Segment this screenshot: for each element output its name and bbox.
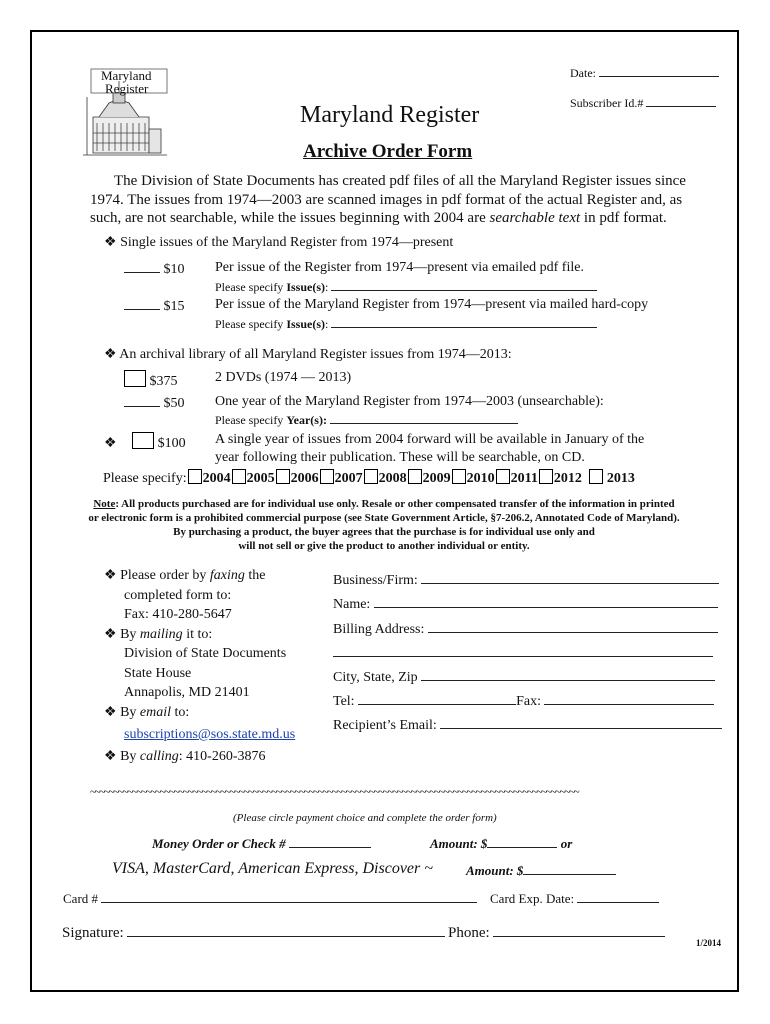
check-number-line[interactable] [289, 835, 371, 848]
qty-line[interactable] [124, 394, 160, 407]
year-checkbox-row: Please specify: 2004 2005 2006 2007 2008 2009 2010 2011 2012 2013 [103, 471, 635, 486]
amount-line[interactable] [487, 835, 557, 848]
diamond-bullet-icon: ❖ [104, 436, 117, 451]
billing-line[interactable] [428, 620, 718, 633]
checkbox[interactable] [539, 469, 553, 484]
recipient-email-line[interactable] [440, 716, 722, 729]
subscriber-id-line[interactable] [646, 94, 716, 107]
note-line-2: or electronic form is a prohibited commercial purpose (see State Government Article, §7-206.2, Annotated Code of Maryland). [88, 512, 680, 524]
issue-line-1[interactable] [331, 278, 597, 291]
payment-instructions: (Please circle payment choice and complete the order form) [233, 812, 497, 824]
order-email: ❖ By email to: [104, 704, 190, 720]
card-amount-field[interactable]: Amount: $ [466, 862, 616, 879]
issue-line-2[interactable] [331, 315, 597, 328]
city-state-zip-field[interactable]: City, State, Zip [333, 668, 715, 686]
year-label: 2006 [290, 471, 319, 486]
note-line-4: will not sell or give the product to another individual or entity. [238, 540, 530, 552]
year-checkbox-2004[interactable] [187, 471, 231, 486]
single-option-10[interactable]: $10 [124, 260, 185, 278]
year-checkbox-2006[interactable] [275, 471, 319, 486]
year-line[interactable] [330, 411, 518, 424]
usage-note [34, 497, 734, 553]
issue-specify-1[interactable]: Please specify Issue(s): [215, 278, 597, 295]
diamond-bullet-icon: ❖ [104, 568, 117, 583]
year-checkbox-2012[interactable] [538, 471, 582, 486]
archive-option-100-desc-2: year following their publication. These will be searchable, on CD. [215, 450, 585, 465]
single-option-15[interactable]: $15 [124, 297, 185, 315]
form-subtitle: Archive Order Form [303, 141, 473, 162]
archive-option-375[interactable]: $375 [124, 370, 178, 390]
diamond-bullet-icon: ❖ [104, 235, 117, 250]
form-version: 1/2014 [696, 938, 722, 948]
diamond-bullet-icon: ❖ [104, 347, 117, 362]
subscriber-id-label: Subscriber Id.# [570, 96, 644, 110]
diamond-bullet-icon: ❖ [104, 748, 117, 764]
order-fax: ❖ Please order by faxing the [104, 568, 266, 583]
business-field[interactable]: Business/Firm: [333, 571, 719, 589]
intro-line-2: 1974. The issues from 1974—2003 are scanned images in pdf format of the actual Register and, as [90, 192, 683, 208]
year-label: 2004 [202, 471, 231, 486]
tilde-divider: ~~~~~~~~~~~~~~~~~~~~~~~~~~~~~~~~~~~~~~~~~~~~~~~~~~~~~~~~~~~~~~~~~~~~~~~~~~~~~~~~~~~~~~~~~~~~~~~~~~~~~~~~~ [90, 786, 579, 798]
subscriber-id-field[interactable] [570, 94, 716, 111]
billing-line-2[interactable] [333, 644, 713, 657]
checkbox-100[interactable] [132, 432, 154, 449]
year-label: 2007 [334, 471, 363, 486]
fax-number: Fax: 410-280-5647 [124, 607, 232, 622]
city-line[interactable] [421, 668, 715, 681]
name-field[interactable]: Name: [333, 595, 718, 613]
business-line[interactable] [421, 571, 719, 584]
signature-line[interactable] [127, 924, 445, 937]
year-label: 2011 [510, 471, 538, 486]
recipient-email-field[interactable]: Recipient’s Email: [333, 716, 722, 734]
address-line-3: Annapolis, MD 21401 [124, 685, 250, 700]
card-number-line[interactable] [101, 890, 477, 903]
issue-specify-2[interactable]: Please specify Issue(s): [215, 315, 597, 332]
card-exp-field[interactable]: Card Exp. Date: [490, 890, 659, 907]
single-issues-heading: ❖ Single issues of the Maryland Register from 1974—present [104, 235, 454, 250]
year-specify[interactable]: Please specify Year(s): [215, 411, 518, 428]
year-checkbox-2008[interactable] [363, 471, 407, 486]
single-option-15-desc: Per issue of the Maryland Register from 1974—present via mailed hard-copy [215, 297, 649, 312]
checkbox[interactable] [589, 469, 603, 484]
checkbox[interactable] [320, 469, 334, 484]
archive-option-100-desc-1: A single year of issues from 2004 forward will be available in January of the [215, 432, 645, 447]
card-amount-line[interactable] [523, 862, 616, 875]
billing-field-2[interactable] [333, 644, 713, 662]
checkbox-375[interactable] [124, 370, 146, 387]
order-methods [104, 566, 295, 766]
order-fax-line-2: completed form to: [124, 587, 232, 603]
card-types[interactable]: VISA, MasterCard, American Express, Discover ~ [112, 860, 433, 877]
year-checkbox-2011[interactable] [495, 471, 538, 486]
email-link[interactable]: subscriptions@sos.state.md.us [124, 727, 296, 742]
archive-option-100[interactable]: ❖ $100 [104, 432, 186, 452]
year-label: 2013 [606, 471, 635, 486]
logo-text-register: Register [105, 81, 149, 96]
order-call: ❖ By calling: 410-260-3876 [104, 748, 266, 764]
checkbox[interactable] [364, 469, 378, 484]
archive-option-375-desc: 2 DVDs (1974 — 2013) [215, 370, 352, 385]
checkbox[interactable] [276, 469, 290, 484]
diamond-bullet-icon: ❖ [104, 704, 117, 720]
order-mail: ❖ By mailing it to: [104, 626, 213, 642]
money-order-field[interactable]: Money Order or Check # [152, 835, 371, 852]
year-label: 2009 [422, 471, 451, 486]
phone-line[interactable] [493, 924, 665, 937]
date-label: Date: [570, 66, 596, 80]
year-checkbox-2007[interactable] [319, 471, 363, 486]
billing-field[interactable]: Billing Address: [333, 620, 718, 638]
checkbox[interactable] [188, 469, 202, 484]
checkbox[interactable] [496, 469, 510, 484]
address-line-1: Division of State Documents [124, 646, 287, 661]
year-label: 2008 [378, 471, 407, 486]
card-number-field[interactable]: Card # [63, 890, 477, 907]
archive-option-50[interactable]: $50 [124, 394, 185, 412]
archive-option-50-desc: One year of the Maryland Register from 1974—2003 (unsearchable): [215, 394, 604, 409]
fax-line[interactable] [544, 692, 714, 705]
date-field[interactable] [570, 64, 719, 81]
intro-line-3: such, are not searchable, while the issues beginning with 2004 are searchable text in pdf format. [90, 210, 667, 226]
tel-fax-field[interactable]: Tel: Fax: [333, 692, 714, 710]
note-line-1: Note: All products purchased are for individual use only. Resale or other compensated transfer of the information in printed [93, 498, 675, 510]
page-title: Maryland Register [300, 102, 480, 128]
checkbox[interactable] [452, 469, 466, 484]
qty-line[interactable] [124, 260, 160, 273]
address-line-2: State House [124, 665, 192, 681]
checkbox[interactable] [408, 469, 422, 484]
year-checkbox-2010[interactable] [451, 471, 495, 486]
signature-field[interactable]: Signature: [62, 924, 445, 942]
card-exp-line[interactable] [577, 890, 659, 903]
year-checkbox-2009[interactable] [407, 471, 451, 486]
single-option-10-desc: Per issue of the Register from 1974—present via emailed pdf file. [215, 260, 584, 275]
tel-line[interactable] [358, 692, 516, 705]
qty-line[interactable] [124, 297, 160, 310]
diamond-bullet-icon: ❖ [104, 626, 117, 642]
intro-line-1: The Division of State Documents has created pdf files of all the Maryland Register issues since [114, 173, 686, 189]
maryland-register-logo [79, 67, 171, 159]
year-checkbox-2005[interactable] [231, 471, 275, 486]
year-checkbox-2013[interactable] [588, 471, 635, 486]
note-line-3: By purchasing a product, the buyer agrees that the purchase is for individual use only and [173, 526, 595, 538]
phone-field[interactable]: Phone: [448, 924, 665, 942]
year-label: 2005 [246, 471, 275, 486]
checkbox[interactable] [232, 469, 246, 484]
amount-field[interactable]: Amount: $ or [430, 836, 573, 851]
archive-heading: ❖ An archival library of all Maryland Register issues from 1974—2013: [104, 347, 512, 362]
year-label: 2012 [553, 471, 582, 486]
date-line[interactable] [599, 64, 719, 77]
logo-text-maryland: Maryland [101, 68, 152, 83]
name-line[interactable] [374, 595, 718, 608]
year-label: 2010 [466, 471, 495, 486]
